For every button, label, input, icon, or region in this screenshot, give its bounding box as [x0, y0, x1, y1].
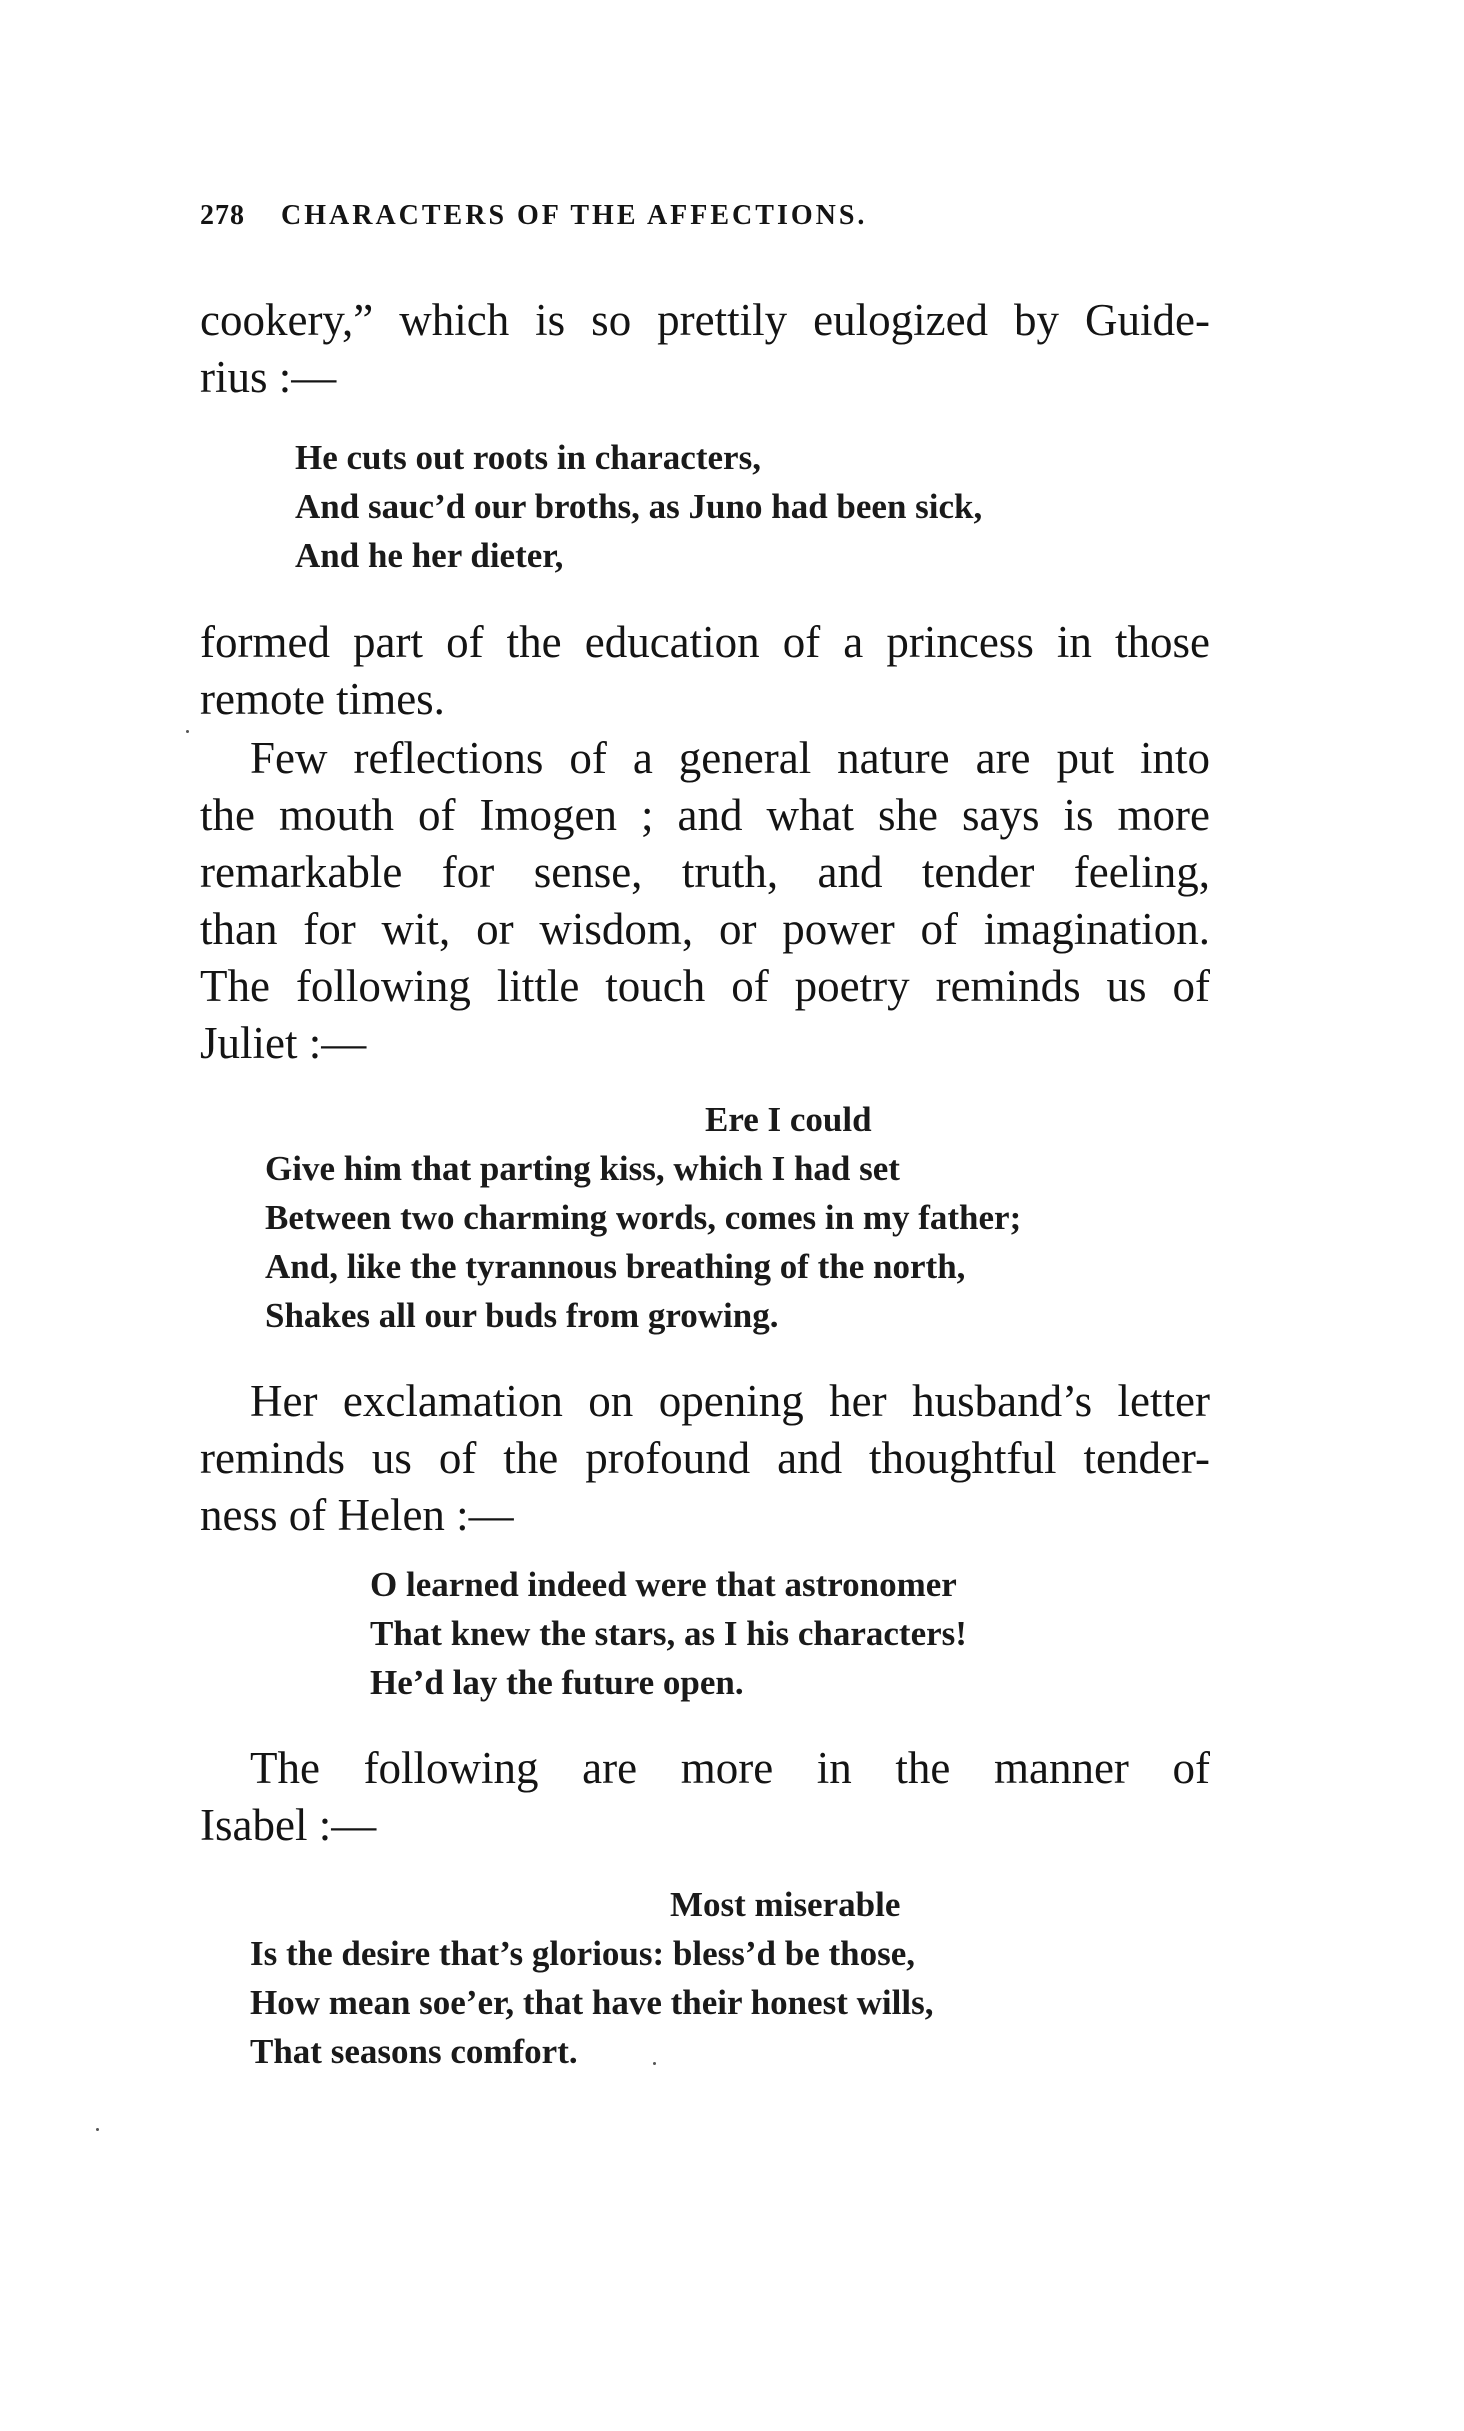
text-line: the mouth of Imogen ; and what she says is more — [200, 790, 1210, 840]
verse-quotation-guiderius — [295, 433, 982, 580]
verse-line: That seasons comfort. — [250, 2032, 578, 2071]
verse-quotation-helen — [370, 1560, 967, 1707]
verse-line: He’d lay the future open. — [370, 1663, 744, 1702]
verse-line: Ere I could — [705, 1100, 872, 1139]
paragraph-cookery — [200, 292, 1210, 406]
scan-speck — [186, 730, 189, 733]
verse-line: How mean soe’er, that have their honest wills, — [250, 1983, 934, 2022]
paragraph-education — [200, 614, 1210, 728]
verse-line: Give him that parting kiss, which I had set — [265, 1149, 900, 1188]
paragraph-exclamation — [200, 1373, 1210, 1544]
verse-line: That knew the stars, as I his characters! — [370, 1614, 967, 1653]
paragraph-reflections — [200, 730, 1210, 1072]
text-line: Her exclamation on opening her husband’s letter — [250, 1376, 1210, 1426]
text-line: reminds us of the profound and thoughtful tender- — [200, 1433, 1210, 1483]
text-line: The following little touch of poetry reminds us of — [200, 961, 1210, 1011]
verse-line: And sauc’d our broths, as Juno had been sick, — [295, 487, 983, 526]
verse-quotation-isabel — [250, 1880, 933, 2076]
text-line: The following are more in the manner of — [250, 1743, 1210, 1793]
verse-line: He cuts out roots in characters, — [295, 438, 761, 477]
text-line: than for wit, or wisdom, or power of imagination. — [200, 904, 1210, 954]
text-line: remarkable for sense, truth, and tender feeling, — [200, 847, 1210, 897]
running-header — [200, 200, 867, 232]
text-line: rius :— — [200, 352, 337, 402]
paragraph-isabel — [200, 1740, 1210, 1854]
running-title: CHARACTERS OF THE AFFECTIONS. — [281, 200, 868, 231]
verse-line: Is the desire that’s glorious: bless’d be those, — [250, 1934, 916, 1973]
verse-line: O learned indeed were that astronomer — [370, 1565, 957, 1604]
verse-line: Shakes all our buds from growing. — [265, 1296, 779, 1335]
text-line: Few reflections of a general nature are put into — [250, 733, 1210, 783]
scan-speck — [653, 2062, 656, 2065]
verse-line: Between two charming words, comes in my father; — [265, 1198, 1022, 1237]
text-line: cookery,” which is so prettily eulogized by Guide- — [200, 295, 1210, 345]
text-line: remote times. — [200, 674, 445, 724]
page-number: 278 — [200, 200, 245, 231]
text-line: ness of Helen :— — [200, 1490, 514, 1540]
verse-line: Most miserable — [670, 1885, 901, 1924]
text-line: Isabel :— — [200, 1800, 377, 1850]
verse-line: And, like the tyrannous breathing of the north, — [265, 1247, 966, 1286]
scan-speck — [96, 2128, 99, 2131]
verse-line: And he her dieter, — [295, 536, 564, 575]
text-line: formed part of the education of a princess in those — [200, 617, 1210, 667]
verse-quotation-imogen — [265, 1095, 1021, 1340]
text-line: Juliet :— — [200, 1018, 367, 1068]
